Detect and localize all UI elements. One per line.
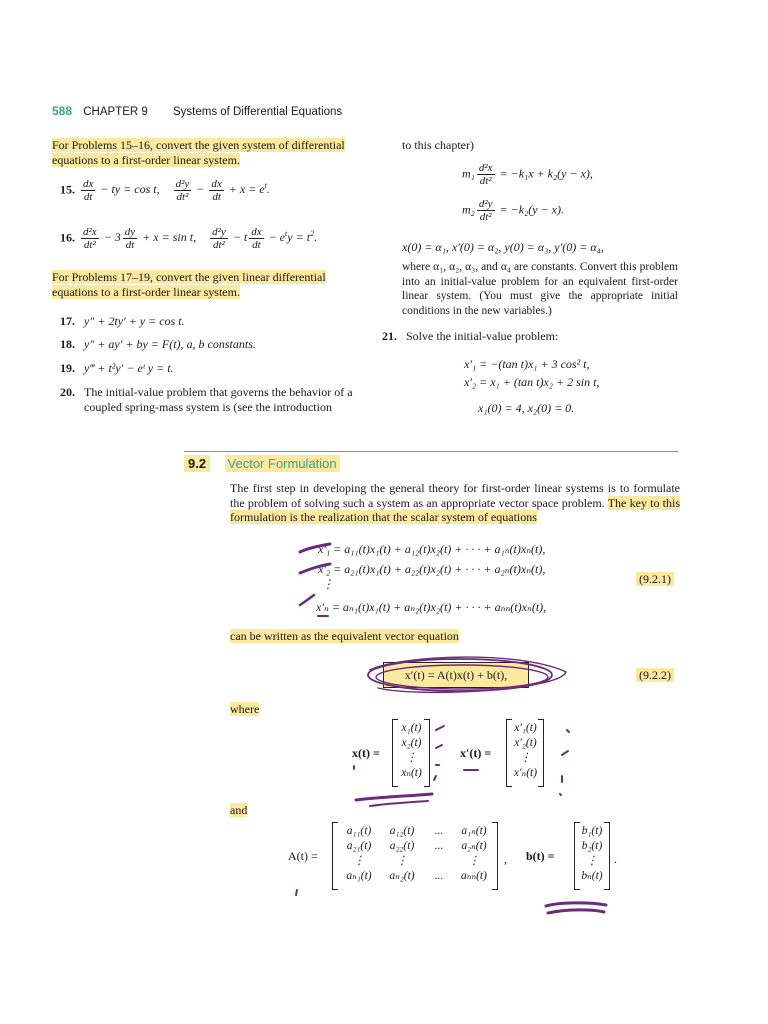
A-entry: ⋮ — [353, 855, 365, 867]
instruction-15-16: For Problems 15–16, convert the given system of differential equations to a first-order linear system. — [52, 138, 345, 167]
b-entry: b₁(t) — [581, 825, 603, 837]
problem-15: 15. $\frac{dx}{dt}$ − ty = cos t, $\frac{\text{d²y}}{\text{dt²}}$ − $\frac{dx}{dt}$ + $x = e^t$. — [60, 178, 270, 203]
xp-entry: x′₂(t) — [514, 737, 537, 749]
x-vector — [392, 719, 430, 787]
section-heading — [184, 455, 340, 473]
problem-21: 21. Solve the initial-value problem: — [382, 329, 559, 343]
A-entry: ... — [434, 825, 444, 837]
spring-eq-2: m₂ $\frac{\text{d²y}}{\text{dt²}}$ = −k₂(y − x). — [462, 198, 564, 223]
ink-dash-xp1 — [567, 730, 569, 732]
ink-underline-b1 — [546, 903, 606, 906]
ink-check-3 — [300, 595, 314, 605]
x-entry: x₂(t) — [401, 737, 422, 749]
section-number: 9.2 — [184, 455, 210, 472]
b-entry: ⋮ — [586, 855, 598, 867]
b-vector — [574, 822, 610, 890]
xp-entry: x′ₙ(t) — [513, 767, 538, 779]
A-matrix-label: A(t) = — [288, 849, 318, 863]
and-label: and — [230, 803, 248, 817]
page-number: 588 — [52, 104, 73, 118]
p21-eq-1: x′₁ = −(tan t)x₁ + 3 cos² t, — [464, 357, 590, 371]
A-matrix — [332, 822, 498, 890]
A-entry: a₂₂(t) — [389, 840, 415, 852]
A-entry: ⋮ — [468, 855, 480, 867]
section-rule — [184, 451, 678, 452]
x-entry: ⋮ — [405, 752, 418, 764]
instruction-17-19: For Problems 17–19, convert the given linear differential equations to a first-order linear system. — [52, 270, 326, 299]
A-entry: aₙ₂(t) — [389, 870, 415, 882]
A-entry: ⋮ — [396, 855, 408, 867]
x-entry: x₁(t) — [401, 722, 422, 734]
b-entry: bₙ(t) — [581, 870, 603, 882]
xp-entry: ⋮ — [519, 752, 532, 764]
A-entry: a₁ₙ(t) — [461, 825, 487, 837]
initial-conditions: x(0) = α₁, x′(0) = α₂, y(0) = α₃, y′(0) = α₄, — [402, 240, 604, 254]
chapter-title: Systems of Differential Equations — [172, 106, 343, 118]
A-entry: a₂₁(t) — [346, 840, 372, 852]
vector-intro: can be written as the equivalent vector equation — [230, 629, 459, 643]
p21-ic: x₁(0) = 4, x₂(0) = 0. — [478, 401, 575, 415]
eq-label-9-2-2: (9.2.2) — [636, 666, 674, 684]
ink-dot-xp4 — [560, 794, 561, 795]
ink-dot-x4 — [434, 776, 436, 780]
ink-underline-b2 — [548, 910, 604, 913]
period: . — [614, 852, 617, 866]
comma: , — [504, 852, 507, 866]
ink-underline-x2 — [370, 801, 428, 806]
b-entry: b₂(t) — [581, 840, 603, 852]
A-entry: aₙₙ(t) — [461, 870, 487, 882]
system-dots: ⋮ — [322, 577, 334, 591]
problem-17: 17. y″ + 2ty′ + y = cos t. — [60, 314, 185, 328]
b-vector-label: b(t) = — [526, 849, 555, 863]
x-entry: xₙ(t) — [401, 767, 422, 779]
eq-label-9-2-1: (9.2.1) — [636, 570, 674, 588]
section-title: Vector Formulation — [225, 455, 340, 472]
ink-dash-xp2 — [562, 751, 568, 755]
problem-20: 20. The initial-value problem that governs the behavior of a coupled spring-mass system is (see the introduction — [60, 385, 353, 414]
vector-equation-box: x′(t) = A(t)x(t) + b(t), — [383, 662, 529, 688]
A-entry: ... — [434, 870, 444, 882]
where-label: where — [230, 702, 260, 716]
ink-underline-x — [356, 794, 432, 800]
problem-16: 16. $\frac{\text{d²x}}{\text{dt²}}$ − 3 $\frac{dy}{dt}$ + x = sin t, $\frac{\text{d²y}}{\text{dt²}}$ − t $\frac{dx}{dt}$ − $e^ty = t^2$. — [60, 226, 318, 251]
spring-eq-1: m₁ $\frac{\text{d²x}}{\text{dt²}}$ = −k₁x + k₂(y − x), — [462, 162, 593, 187]
A-entry: a₂ₙ(t) — [461, 840, 487, 852]
where-paragraph: where α₁, α₂, α₃, and α₄ are constants. Convert this problem into an initial-value problem for an equivalent first-order linear system. (You must give the appropriate initial conditions in the new variables.) — [402, 261, 678, 317]
system-line-n: x′ₙ = aₙ₁(t)x₁(t) + aₙ₂(t)x₂(t) + · · · + aₙₙ(t)xₙ(t), — [316, 600, 547, 614]
ink-dot-A — [296, 890, 297, 895]
A-entry: a₁₂(t) — [389, 825, 415, 837]
A-entry — [424, 854, 454, 869]
system-line-2: x′₂ = a₂₁(t)x₁(t) + a₂₂(t)x₂(t) + · · · + a₂ₙ(t)xₙ(t), — [318, 562, 546, 576]
xprime-vector-label: x′(t) = — [460, 746, 492, 760]
system-line-1: x′₁ = a₁₁(t)x₁(t) + a₁₂(t)x₂(t) + · · · + a₁ₙ(t)xₙ(t), — [318, 542, 546, 556]
ink-dash-x1 — [436, 726, 444, 730]
problem-19: 19. y‴ + t²y′ − eᵗ y = t. — [60, 361, 174, 375]
A-entry: a₁₁(t) — [346, 825, 372, 837]
continuation-text: to this chapter) — [402, 138, 474, 152]
xprime-vector — [506, 719, 544, 787]
ink-dash-x2 — [436, 745, 442, 748]
xp-entry: x′₁(t) — [514, 722, 537, 734]
x-vector-label: x(t) = — [352, 746, 380, 760]
problem-18: 18. y″ + ay′ + by = F(t), a, b constants. — [60, 337, 256, 351]
section-intro: The first step in developing the general theory for first-order linear systems is to formulate the problem of solving such a system as an appropriate vector space problem. The key to this formulation is the realization that the scalar system of equations — [230, 481, 680, 524]
p21-eq-2: x′₂ = x₁ + (tan t)x₂ + 2 sin t, — [464, 375, 600, 389]
A-entry: ... — [434, 840, 444, 852]
A-entry: aₙ₁(t) — [346, 870, 372, 882]
page-header — [52, 104, 342, 118]
chapter-label: CHAPTER 9 — [83, 106, 148, 118]
